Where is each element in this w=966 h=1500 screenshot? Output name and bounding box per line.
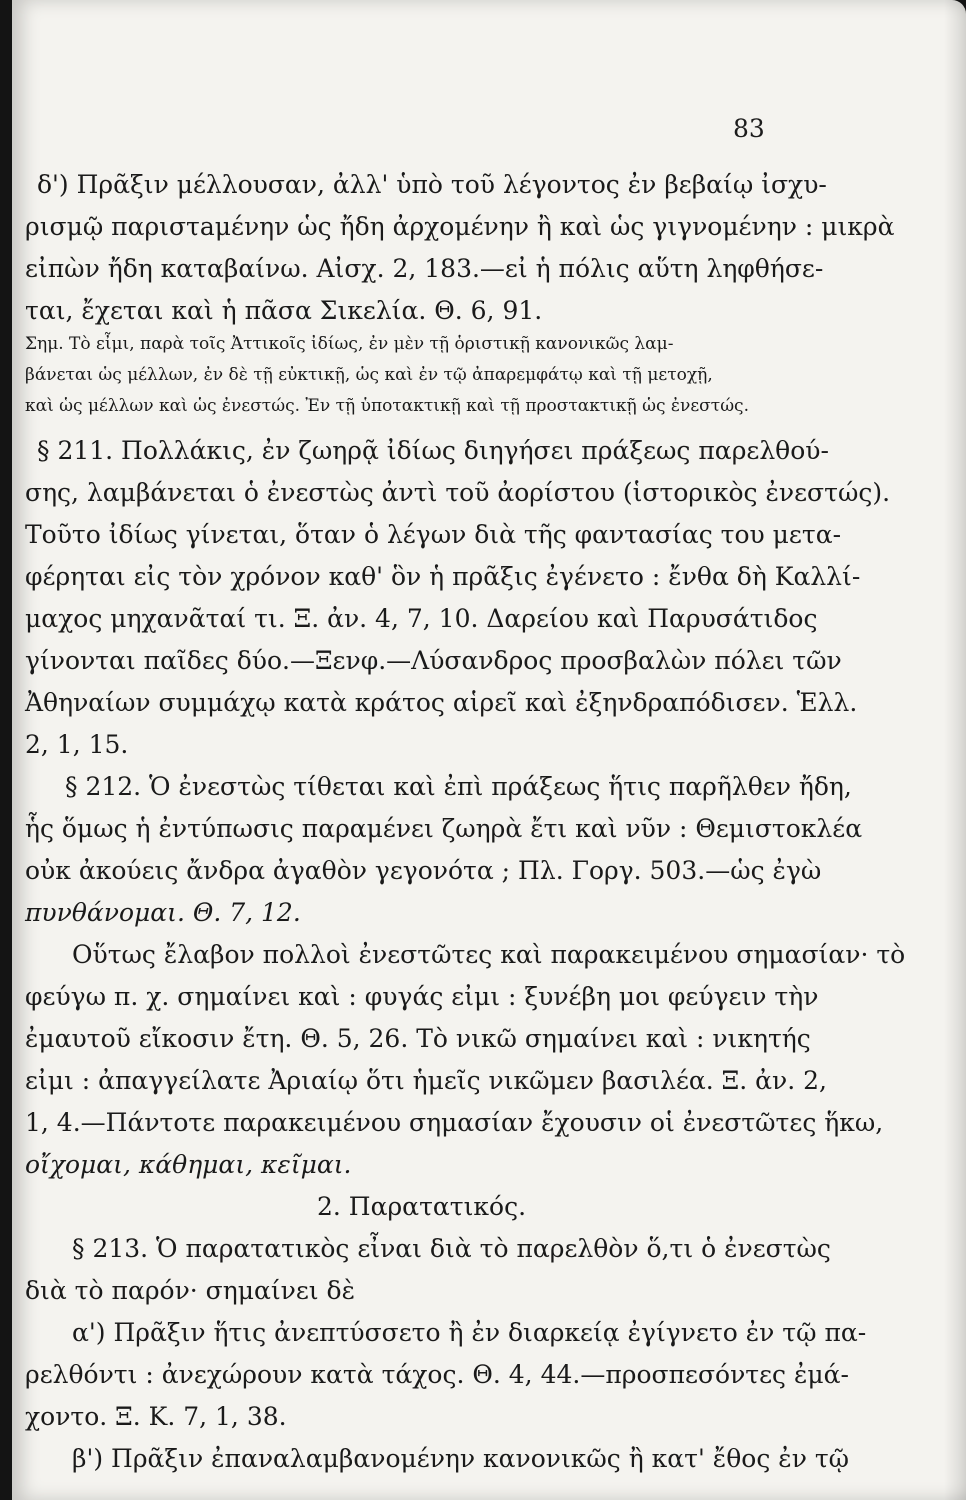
- book-page: [12, 0, 966, 1500]
- text-line: ται, ἔχεται καὶ ἡ πᾶσα Σικελία. Θ. 6, 91.: [25, 296, 543, 325]
- section-211-line: 2, 1, 15.: [25, 730, 129, 759]
- section-213-line: α') Πρᾶξιν ἥτις ἀνεπτύσσετο ἢ ἐν διαρκείᾳ ἐγίγνετο ἐν τῷ πα-: [72, 1318, 867, 1347]
- text-line: ρισμῷ παριστaμένην ὡς ἤδη ἀρχομένην ἢ καὶ ὡς γιγνομένην : μικρὰ: [25, 212, 895, 241]
- text-line: εἰπὼν ἤδη καταβαίνω. Αἰσχ. 2, 183.—εἰ ἡ πόλις αὕτη ληφθήσε-: [25, 254, 824, 283]
- section-212-line: ἧς ὅμως ἡ ἐντύπωσις παραμένει ζωηρὰ ἔτι καὶ νῦν : Θεμιστοκλέα: [25, 814, 863, 843]
- paragraph-line: φεύγω π. χ. σημαίνει καὶ : φυγάς εἰμι : ξυνέβη μοι φεύγειν τὴν: [25, 982, 819, 1011]
- section-211-line: γίνονται παῖδες δύο.—Ξενφ.—Λύσανδρος προσβαλὼν πόλει τῶν: [25, 646, 842, 675]
- section-212-line: οὐκ ἀκούεις ἄνδρα ἀγαθὸν γεγονότα ; Πλ. Γοργ. 503.—ὡς ἐγὼ: [25, 856, 822, 885]
- text-line: δ') Πρᾶξιν μέλλουσαν, ἀλλ' ὑπὸ τοῦ λέγοντος ἐν βεβαίῳ ἰσχυ-: [37, 170, 827, 199]
- section-212-line: πυνθάνομαι. Θ. 7, 12.: [25, 898, 301, 927]
- section-213-line: β') Πρᾶξιν ἐπαναλαμβανομένην κανονικῶς ἢ κατ' ἔθος ἐν τῷ: [72, 1444, 850, 1473]
- section-213-line: χοντο. Ξ. Κ. 7, 1, 38.: [25, 1402, 287, 1431]
- paragraph-line: Οὕτως ἔλαβον πολλοὶ ἐνεστῶτες καὶ παρακειμένου σημασίαν· τὸ: [72, 940, 906, 969]
- section-213-line: § 213. Ὁ παρατατικὸς εἶναι διὰ τὸ παρελθὸν ὅ,τι ὁ ἐνεστὼς: [72, 1234, 831, 1263]
- paragraph-line: ἐμαυτοῦ εἴκοσιν ἔτη. Θ. 5, 26. Τὸ νικῶ σημαίνει καὶ : νικητής: [25, 1024, 811, 1053]
- section-211-line: § 211. Πολλάκις, ἐν ζωηρᾷ ἰδίως διηγήσει πράξεως παρελθού-: [37, 436, 829, 465]
- section-heading: 2. Παρατατικός.: [317, 1192, 527, 1221]
- note-line: βάνεται ὡς μέλλων, ἐν δὲ τῇ εὐκτικῇ, ὡς καὶ ἐν τῷ ἀπαρεμφάτῳ καὶ τῇ μετοχῇ,: [25, 365, 713, 385]
- note-line: καὶ ὡς μέλλων καὶ ὡς ἐνεστώς. Ἐν τῇ ὑποτακτικῇ καὶ τῇ προστακτικῇ ὡς ἐνεστώς.: [25, 396, 749, 416]
- note-line: Σημ. Τὸ εἶμι, παρὰ τοῖς Ἀττικοῖς ἰδίως, ἐν μὲν τῇ ὁριστικῇ κανονικῶς λαμ-: [25, 334, 674, 354]
- section-211-line: σης, λαμβάνεται ὁ ἐνεστὼς ἀντὶ τοῦ ἀορίστου (ἱστορικὸς ἐνεστώς).: [25, 478, 891, 507]
- section-212-line: § 212. Ὁ ἐνεστὼς τίθεται καὶ ἐπὶ πράξεως ἥτις παρῆλθεν ἤδη,: [65, 772, 852, 801]
- section-211-line: Τοῦτο ἰδίως γίνεται, ὅταν ὁ λέγων διὰ τῆς φαντασίας του μετα-: [25, 520, 842, 549]
- paragraph-line: 1, 4.—Πάντοτε παρακειμένου σημασίαν ἔχουσιν οἱ ἐνεστῶτες ἥκω,: [25, 1108, 884, 1137]
- section-213-line: διὰ τὸ παρόν· σημαίνει δὲ: [25, 1276, 356, 1305]
- paragraph-line: εἰμι : ἀπαγγείλατε Ἀριαίῳ ὅτι ἡμεῖς νικῶμεν βασιλέα. Ξ. ἀν. 2,: [25, 1066, 827, 1095]
- section-211-line: φέρηται εἰς τὸν χρόνον καθ' ὃν ἡ πρᾶξις ἐγένετο : ἔνθα δὴ Καλλί-: [25, 562, 861, 591]
- section-213-line: ρελθόντι : ἀνεχώρουν κατὰ τάχος. Θ. 4, 44.—προσπεσόντες ἐμά-: [25, 1360, 849, 1389]
- page-number: 83: [733, 114, 765, 143]
- section-211-line: Ἀθηναίων συμμάχῳ κατὰ κράτος αἱρεῖ καὶ ἐξηνδραπόδισεν. Ἑλλ.: [25, 688, 858, 717]
- section-211-line: μαχος μηχανᾶταί τι. Ξ. ἀν. 4, 7, 10. Δαρείου καὶ Παρυσάτιδος: [25, 604, 818, 633]
- paragraph-line: οἴχομαι, κάθημαι, κεῖμαι.: [25, 1150, 352, 1179]
